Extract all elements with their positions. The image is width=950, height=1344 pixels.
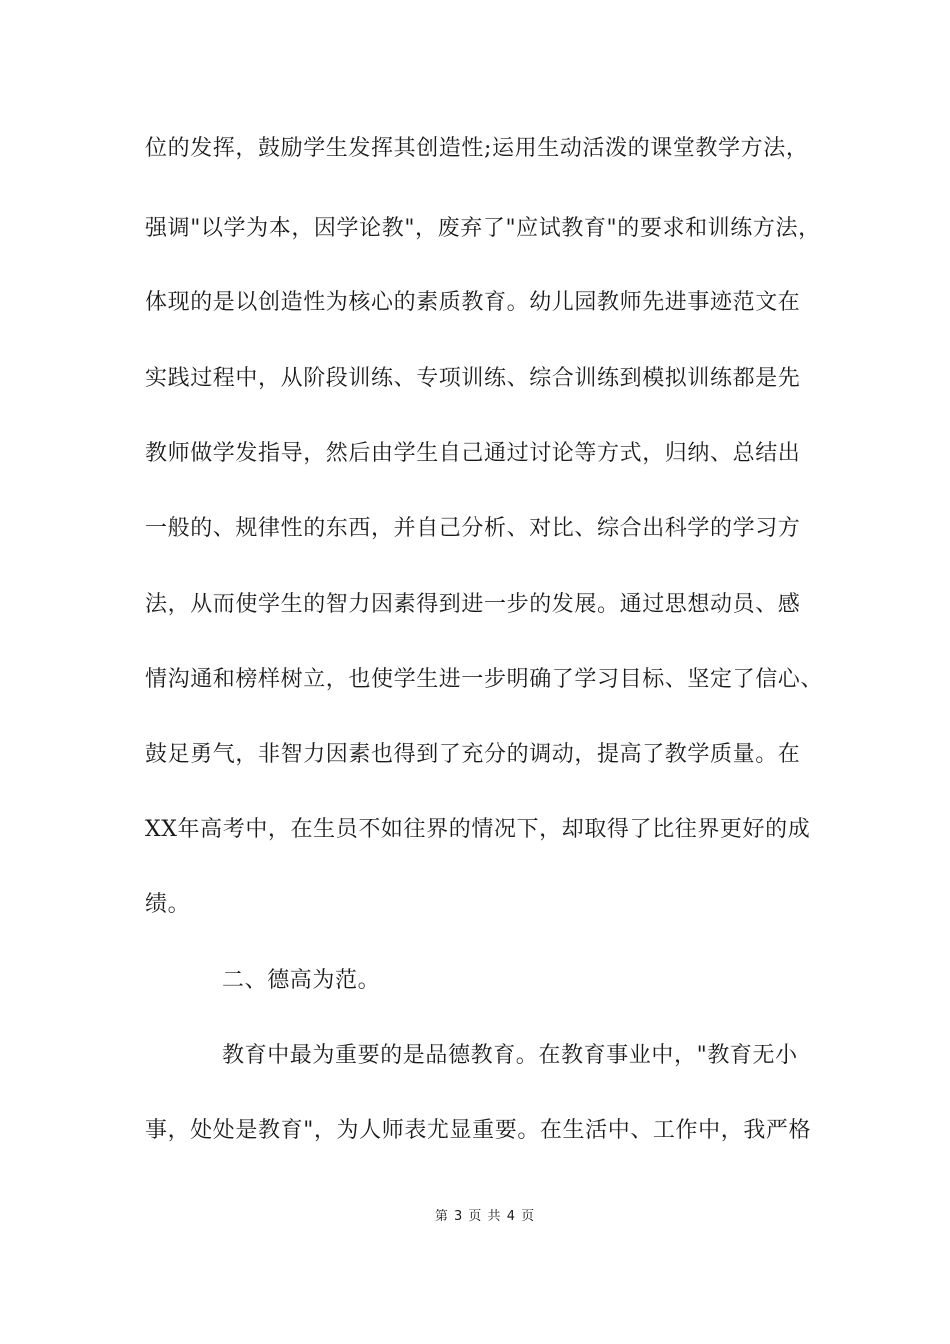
page-number-footer: 第 3 页 共 4 页	[434, 1209, 536, 1224]
body-text-line: 一般的、规律性的东西，并自己分析、对比、综合出科学的学习方	[145, 516, 801, 541]
body-text-line: 事，处处是教育"，为人师表尤显重要。在生活中、工作中，我严格	[145, 1118, 812, 1143]
section-heading: 二、德高为范。	[222, 968, 381, 993]
body-text-line: 体现的是以创造性为核心的素质教育。幼儿园教师先进事迹范文在	[145, 290, 801, 315]
body-text-line: 教育中最为重要的是品德教育。在教育事业中，"教育无小	[222, 1043, 798, 1068]
body-text-line: 情沟通和榜样树立，也使学生进一步明确了学习目标、坚定了信心、	[145, 667, 824, 692]
body-text-line: 强调"以学为本，因学论教"，废弃了"应试教育"的要求和训练方法，	[145, 216, 821, 241]
body-text-line: XX年高考中，在生员不如往界的情况下，却取得了比往界更好的成	[145, 817, 811, 842]
body-text-line: 绩。	[145, 892, 191, 917]
body-text-line: 实践过程中，从阶段训练、专项训练、综合训练到模拟训练都是先	[145, 366, 801, 391]
body-text-line: 教师做学发指导，然后由学生自己通过讨论等方式，归纳、总结出	[145, 441, 801, 466]
body-text-line: 位的发挥，鼓励学生发挥其创造性;运用生动活泼的课堂教学方法，	[145, 136, 809, 161]
body-text-line: 鼓足勇气，非智力因素也得到了充分的调动，提高了教学质量。在	[145, 742, 801, 767]
body-text-line: 法，从而使学生的智力因素得到进一步的发展。通过思想动员、感	[145, 592, 801, 617]
